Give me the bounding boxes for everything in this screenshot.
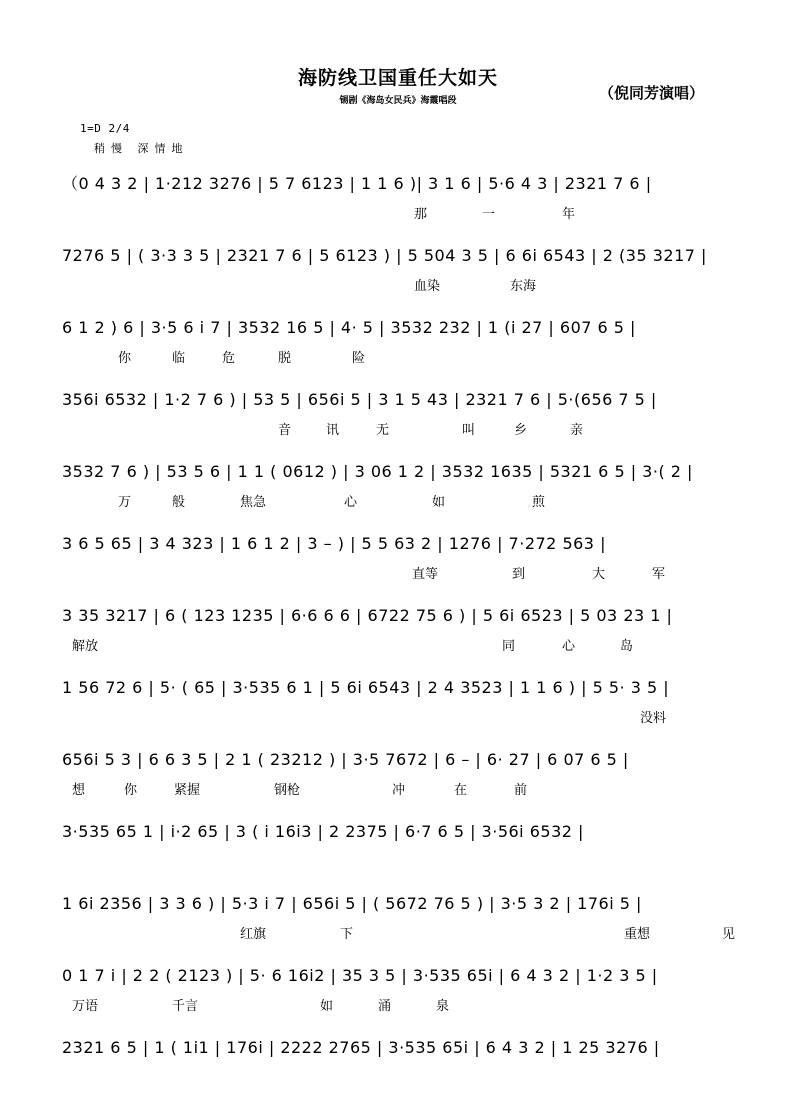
lyric-syllable: 脱 xyxy=(278,351,292,366)
music-system xyxy=(0,1028,796,1100)
notation-line: 1 56 72 6 | 5· ( 65 | 3·535 6 1 | 5 6i 6543 | 2 4 3523 | 1 1 6 ) | 5 5· 3 5 | xyxy=(62,678,670,697)
lyric-syllable: 心 xyxy=(562,639,576,654)
music-system xyxy=(0,668,796,740)
lyric-syllable: 如 xyxy=(432,495,446,510)
lyrics-line xyxy=(62,852,760,878)
lyric-syllable: 同 xyxy=(502,639,516,654)
notation-line: 0 1 7 i | 2 2 ( 2123 ) | 5· 6 16i2 | 35 3 5 | 3·535 65i | 6 4 3 2 | 1·2 3 5 | xyxy=(62,966,658,985)
lyric-syllable: 血染 xyxy=(414,279,441,294)
music-system xyxy=(0,956,796,1028)
lyric-syllable: 焦急 xyxy=(240,495,267,510)
lyric-syllable: 一 xyxy=(482,207,496,222)
music-system xyxy=(0,740,796,812)
lyric-syllable: 般 xyxy=(172,495,186,510)
music-system xyxy=(0,164,796,236)
music-systems xyxy=(0,164,796,1100)
notation-line: 3532 7 6 ) | 53 5 6 | 1 1 ( 0612 ) | 3 06 1 2 | 3532 1635 | 5321 6 5 | 3·( 2 | xyxy=(62,462,693,481)
lyric-syllable: 千言 xyxy=(172,999,199,1014)
lyric-syllable: 没料 xyxy=(640,711,667,726)
lyric-syllable: 红旗 xyxy=(240,927,267,942)
lyric-syllable: 在 xyxy=(454,783,468,798)
lyrics-line xyxy=(62,348,760,374)
music-system xyxy=(0,380,796,452)
lyric-syllable: 钢枪 xyxy=(274,783,301,798)
notation-line: 356i 6532 | 1·2 7 6 ) | 53 5 | 656i 5 | 3 1 5 43 | 2321 7 6 | 5·(656 7 5 | xyxy=(62,390,657,409)
lyrics-line xyxy=(62,708,760,734)
lyric-syllable: 万 xyxy=(118,495,132,510)
lyric-syllable: 直等 xyxy=(412,567,439,582)
lyrics-line xyxy=(62,636,760,662)
lyrics-line xyxy=(62,924,760,950)
singer-credit: （倪同芳演唱） xyxy=(598,84,704,102)
lyric-syllable: 紧握 xyxy=(174,783,201,798)
lyric-syllable: 重想 xyxy=(624,927,651,942)
notation-line: 1 6i 2356 | 3 3 6 ) | 5·3 i 7 | 656i 5 | ( 5672 76 5 ) | 3·5 3 2 | 176i 5 | xyxy=(62,894,642,913)
lyrics-line xyxy=(62,780,760,806)
lyrics-line xyxy=(62,420,760,446)
music-system xyxy=(0,884,796,956)
lyric-syllable: 无 xyxy=(376,423,390,438)
score-meta xyxy=(80,122,796,162)
notation-line: 3 35 3217 | 6 ( 123 1235 | 6·6 6 6 | 6722 75 6 ) | 5 6i 6523 | 5 03 23 1 | xyxy=(62,606,673,625)
lyric-syllable: 心 xyxy=(344,495,358,510)
lyric-syllable: 泉 xyxy=(436,999,450,1014)
lyrics-line xyxy=(62,492,760,518)
key-signature: 1=D 2/4 xyxy=(80,122,130,135)
notation-line: 656i 5 3 | 6 6 3 5 | 2 1 ( 23212 ) | 3·5 7672 | 6 – | 6· 27 | 6 07 6 5 | xyxy=(62,750,629,769)
lyrics-line xyxy=(62,276,760,302)
page-subtitle: 锡剧《海岛女民兵》海霞唱段 xyxy=(339,95,457,106)
lyric-syllable: 险 xyxy=(352,351,366,366)
notation-line: 2321 6 5 | 1 ( 1i1 | 176i | 2222 2765 | 3·535 65i | 6 4 3 2 | 1 25 3276 | xyxy=(62,1038,660,1057)
notation-line: 3·535 65 1 | i·2 65 | 3 ( i 16i3 | 2 2375 | 6·7 6 5 | 3·56i 6532 | xyxy=(62,822,584,841)
lyric-syllable: 如 xyxy=(320,999,334,1014)
lyric-syllable: 前 xyxy=(514,783,528,798)
lyric-syllable: 涌 xyxy=(378,999,392,1014)
lyric-syllable: 音 xyxy=(278,423,292,438)
notation-line: （0 4 3 2 | 1·212 3276 | 5 7 6123 | 1 1 6 )| 3 1 6 | 5·6 4 3 | 2321 7 6 | xyxy=(62,174,652,193)
lyric-syllable: 亲 xyxy=(570,423,584,438)
notation-line: 6 1 2 ) 6 | 3·5 6 i 7 | 3532 16 5 | 4· 5 | 3532 232 | 1 (i 27 | 607 6 5 | xyxy=(62,318,636,337)
lyric-syllable: 讯 xyxy=(326,423,340,438)
lyrics-line xyxy=(62,996,760,1022)
lyrics-line xyxy=(62,204,760,230)
lyric-syllable: 万语 xyxy=(72,999,99,1014)
page-title: 海防线卫国重任大如天 xyxy=(297,67,498,89)
music-system xyxy=(0,308,796,380)
lyric-syllable: 下 xyxy=(340,927,354,942)
lyric-syllable: 你 xyxy=(124,783,138,798)
lyric-syllable: 那 xyxy=(414,207,428,222)
lyric-syllable: 大 xyxy=(592,567,606,582)
lyric-syllable: 到 xyxy=(512,567,526,582)
lyric-syllable: 叫 xyxy=(462,423,476,438)
music-system xyxy=(0,596,796,668)
lyric-syllable: 乡 xyxy=(514,423,528,438)
lyric-syllable: 危 xyxy=(222,351,236,366)
lyric-syllable: 解放 xyxy=(72,639,99,654)
lyric-syllable: 临 xyxy=(172,351,186,366)
music-system xyxy=(0,524,796,596)
music-system xyxy=(0,452,796,524)
lyric-syllable: 东海 xyxy=(510,279,537,294)
lyric-syllable: 军 xyxy=(652,567,666,582)
notation-line: 7276 5 | ( 3·3 3 5 | 2321 7 6 | 5 6123 ) | 5 504 3 5 | 6 6i 6543 | 2 (35 3217 | xyxy=(62,246,707,265)
music-system xyxy=(0,236,796,308)
lyric-syllable: 见 xyxy=(722,927,736,942)
lyrics-line xyxy=(62,564,760,590)
tempo-marking: 稍慢 深情地 xyxy=(94,142,189,155)
notation-line: 3 6 5 65 | 3 4 323 | 1 6 1 2 | 3 – ) | 5 5 63 2 | 1276 | 7·272 563 | xyxy=(62,534,606,553)
lyric-syllable: 煎 xyxy=(532,495,546,510)
lyric-syllable: 冲 xyxy=(392,783,406,798)
music-system xyxy=(0,812,796,884)
lyric-syllable: 你 xyxy=(118,351,132,366)
document-header xyxy=(0,0,796,118)
lyric-syllable: 岛 xyxy=(620,639,634,654)
lyric-syllable: 年 xyxy=(562,207,576,222)
lyric-syllable: 想 xyxy=(72,783,86,798)
lyrics-line xyxy=(62,1068,760,1094)
